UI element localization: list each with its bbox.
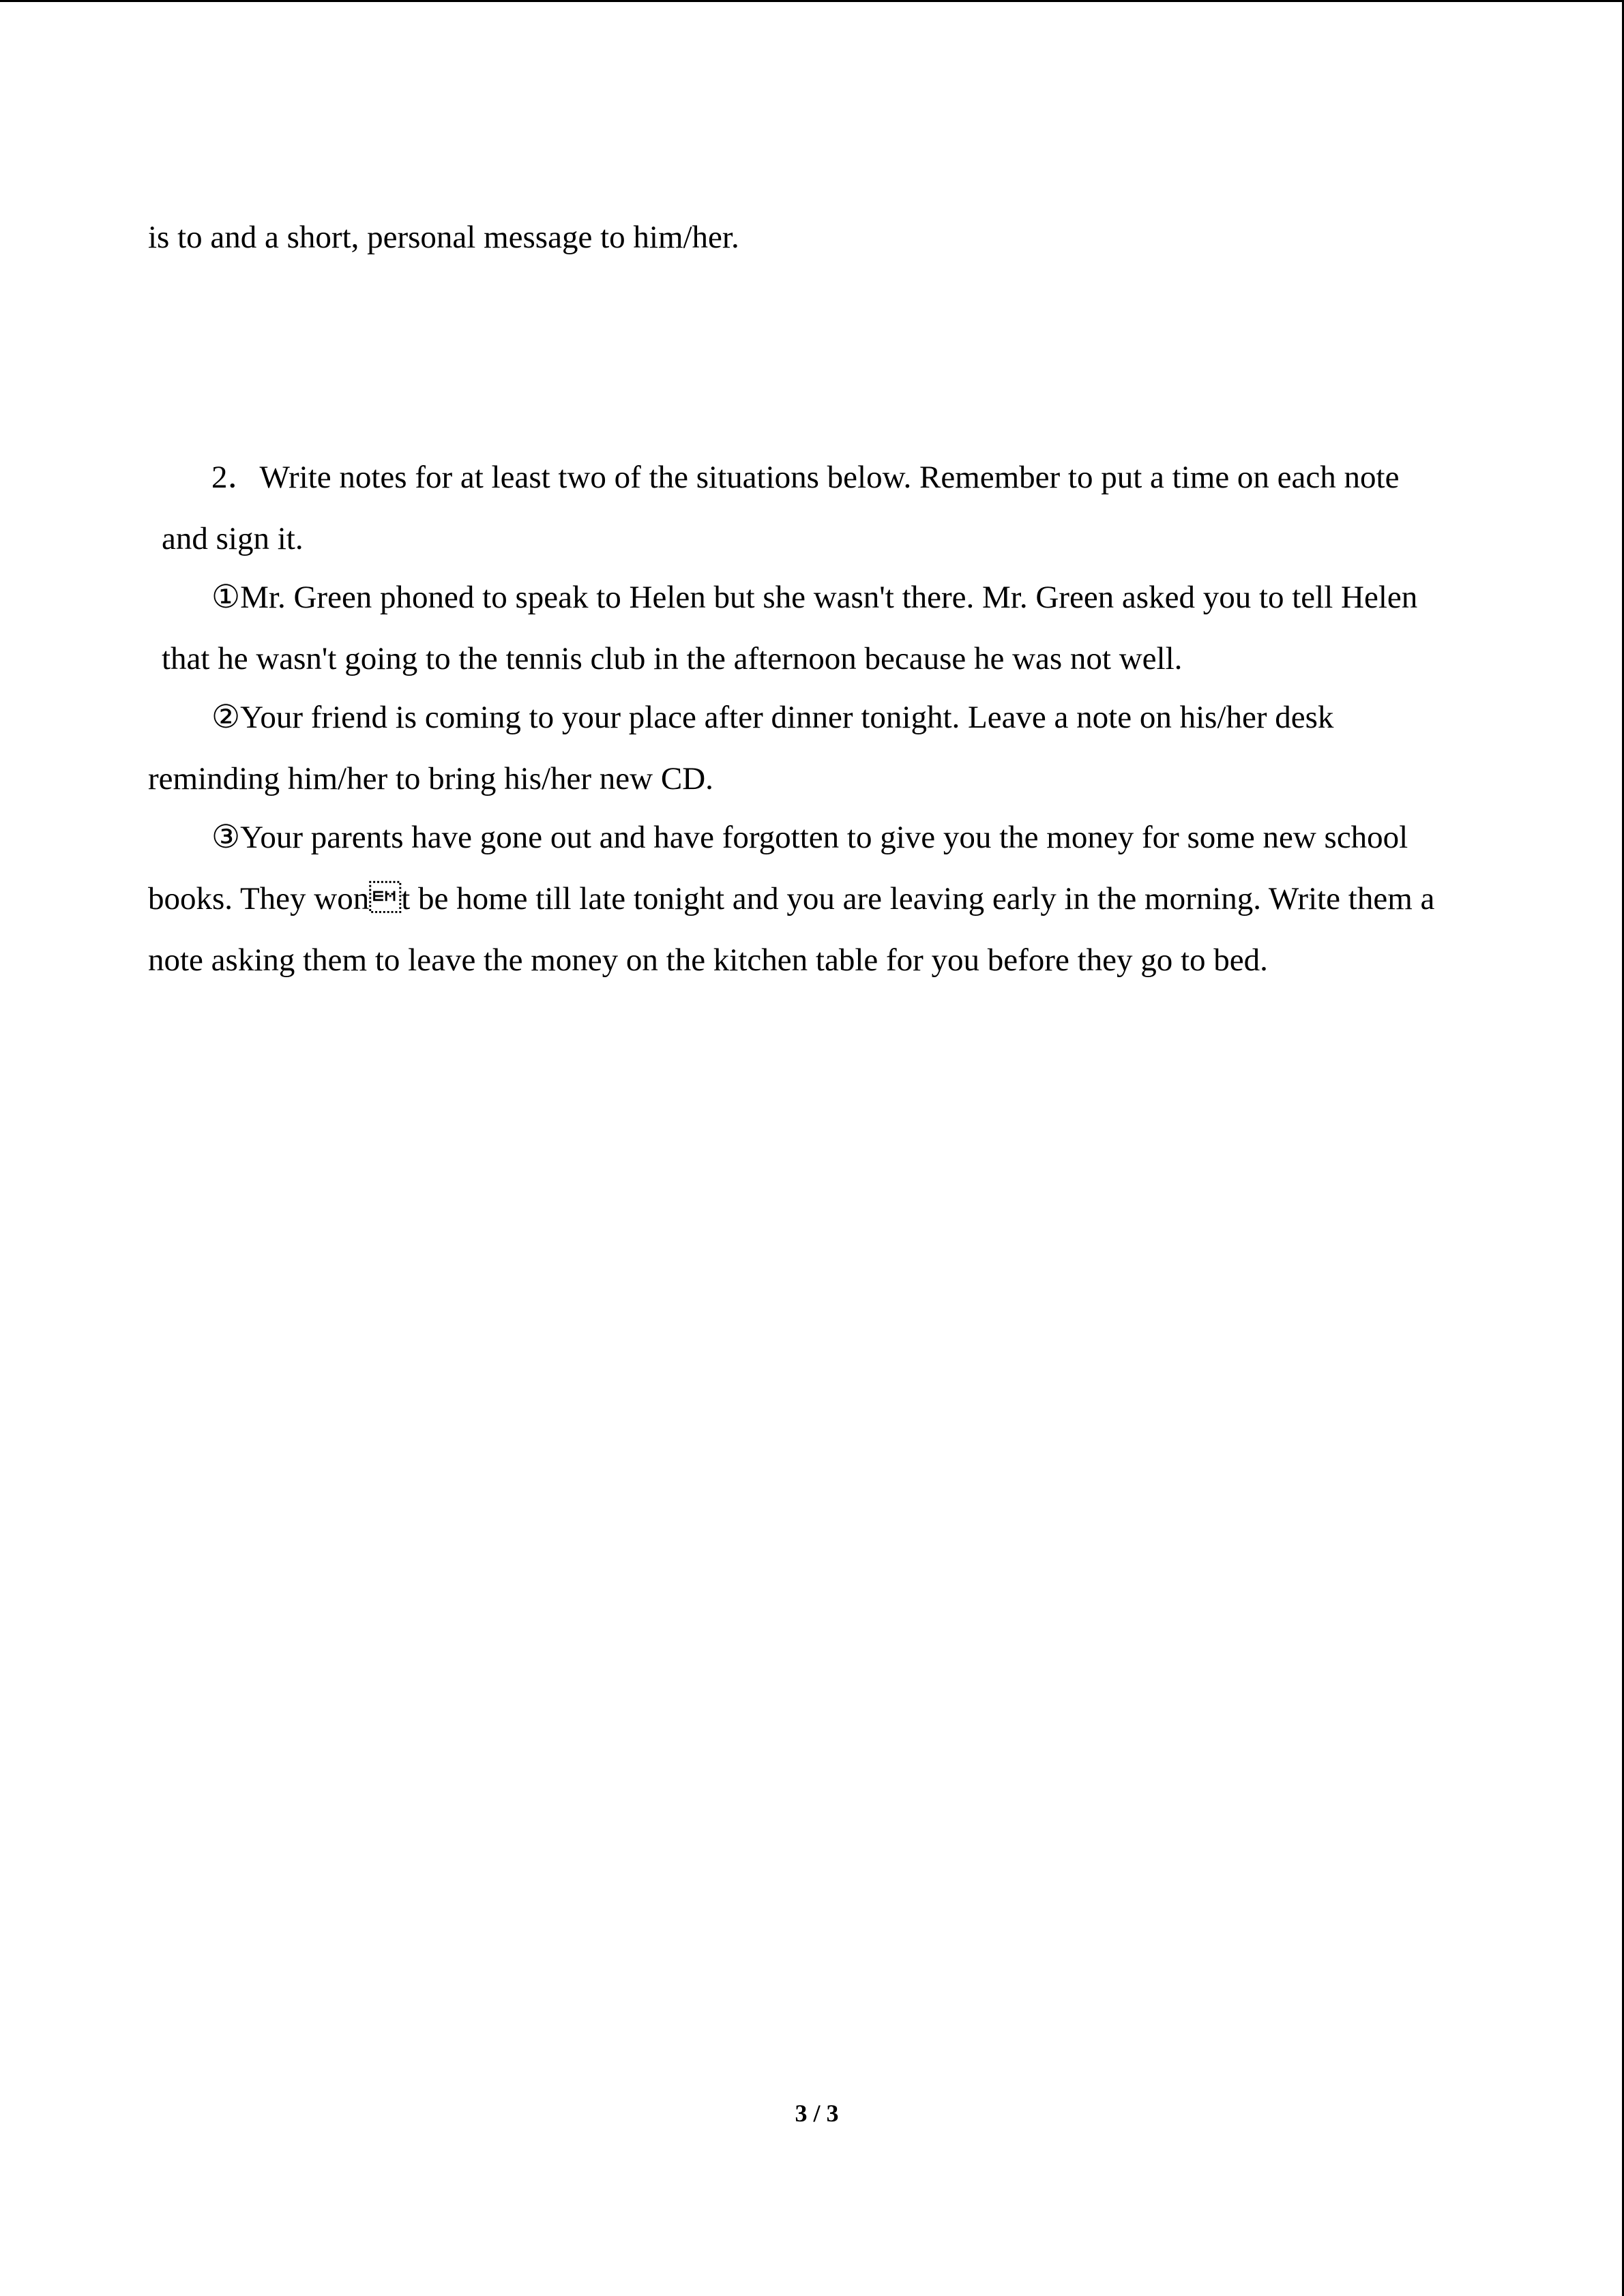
continuation-text: is to and a short, personal message to him/her. bbox=[148, 220, 739, 255]
situation-3-line-1: ③Your parents have gone out and have forgotten to give you the money for some new school bbox=[211, 820, 1408, 855]
situation-2-line-2: reminding him/her to bring his/her new CD. bbox=[148, 761, 713, 796]
task-2-intro-line-2: and sign it. bbox=[162, 521, 304, 556]
situation-2-line-1: ②Your friend is coming to your place after dinner tonight. Leave a note on his/her desk bbox=[211, 700, 1334, 735]
situation-1-line-2: that he wasn't going to the tennis club in the afternoon because he was not well. bbox=[162, 641, 1183, 676]
task-2-intro-line-1: 2．Write notes for at least two of the situations below. Remember to put a time on each note bbox=[211, 460, 1400, 495]
page-number: 3 / 3 bbox=[795, 2100, 839, 2127]
page-top-border bbox=[0, 0, 1624, 2]
situation-3-line-3: note asking them to leave the money on the kitchen table for you before they go to bed. bbox=[148, 942, 1268, 978]
situation-1-line-1: ①Mr. Green phoned to speak to Helen but she wasn't there. Mr. Green asked you to tell Helen bbox=[211, 580, 1418, 615]
situation-3-line-2: books. They wont be home till late tonight and you are leaving early in the morning. Write them a bbox=[148, 881, 1435, 916]
